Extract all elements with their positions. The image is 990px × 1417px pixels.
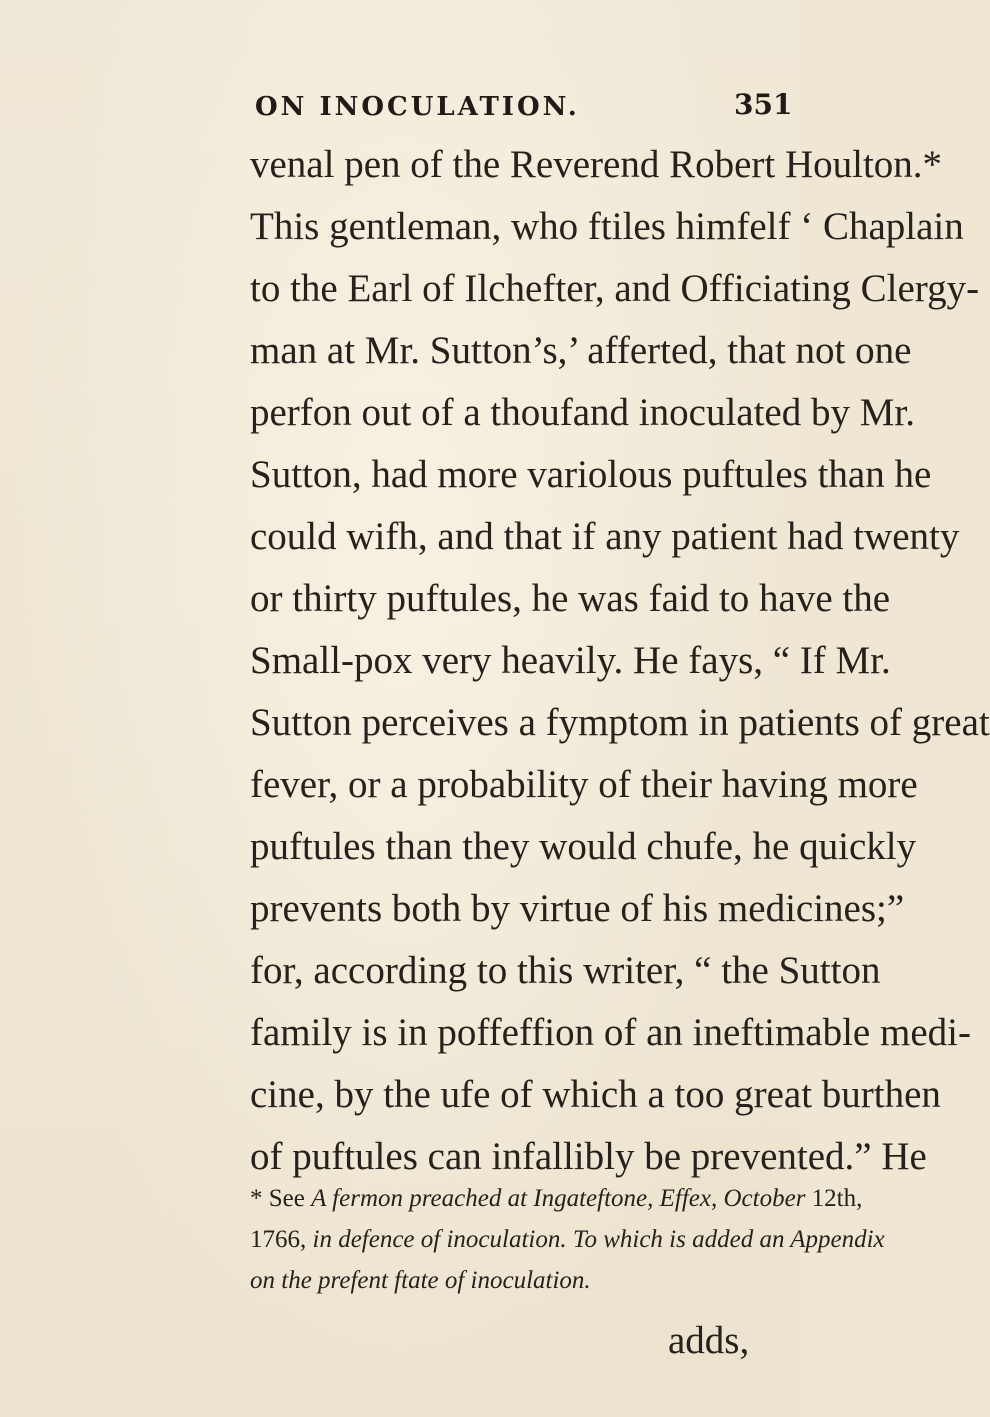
body-line: puftules than they would chufe, he quickly xyxy=(250,825,917,868)
footnote-year: 1766, xyxy=(250,1226,307,1253)
footnote-line xyxy=(250,1178,863,1219)
body-line: for, according to this writer, “ the Sutton xyxy=(250,949,881,992)
body-line: to the Earl of Ilchefter, and Officiating Clergy- xyxy=(250,267,980,310)
footnote-text: in defence of inoculation. To which is added an Appendix xyxy=(312,1226,885,1253)
catchword: adds, xyxy=(668,1319,750,1362)
footnote-text: on the prefent ftate of inoculation. xyxy=(250,1267,591,1294)
footnote-date: 12th, xyxy=(811,1185,863,1212)
body-line: or thirty puftules, he was faid to have the xyxy=(250,577,891,620)
body-line: venal pen of the Reverend Robert Houlton.* xyxy=(250,143,943,186)
body-line: cine, by the ufe of which a too great burthen xyxy=(250,1073,941,1116)
body-line: Small-pox very heavily. He fays, “ If Mr. xyxy=(250,639,891,682)
body-line: fever, or a probability of their having more xyxy=(250,763,918,806)
body-line: perfon out of a thoufand inoculated by Mr. xyxy=(250,391,915,434)
body-line: family is in poffeffion of an ineftimable medi- xyxy=(250,1011,971,1054)
footnote-line xyxy=(250,1260,790,1301)
body-line: Sutton perceives a fymptom in patients of great xyxy=(250,701,990,744)
body-line: could wifh, and that if any patient had twenty xyxy=(250,515,960,558)
footnote-marker: * See xyxy=(250,1185,305,1212)
footnote-title: A fermon preached at Ingateftone, Effex, October xyxy=(311,1185,806,1212)
body-line: prevents both by virtue of his medicines;” xyxy=(250,887,905,930)
body-line: of puftules can infallibly be prevented.” He xyxy=(250,1135,927,1178)
running-title: ON INOCULATION. xyxy=(255,92,580,122)
footnote-line xyxy=(250,1219,885,1260)
body-line: Sutton, had more variolous puftules than he xyxy=(250,453,932,496)
body-line: This gentleman, who ftiles himfelf ‘ Chaplain xyxy=(250,205,964,248)
body-line: man at Mr. Sutton’s,’ afferted, that not one xyxy=(250,329,912,372)
page-number: 351 xyxy=(734,88,793,121)
